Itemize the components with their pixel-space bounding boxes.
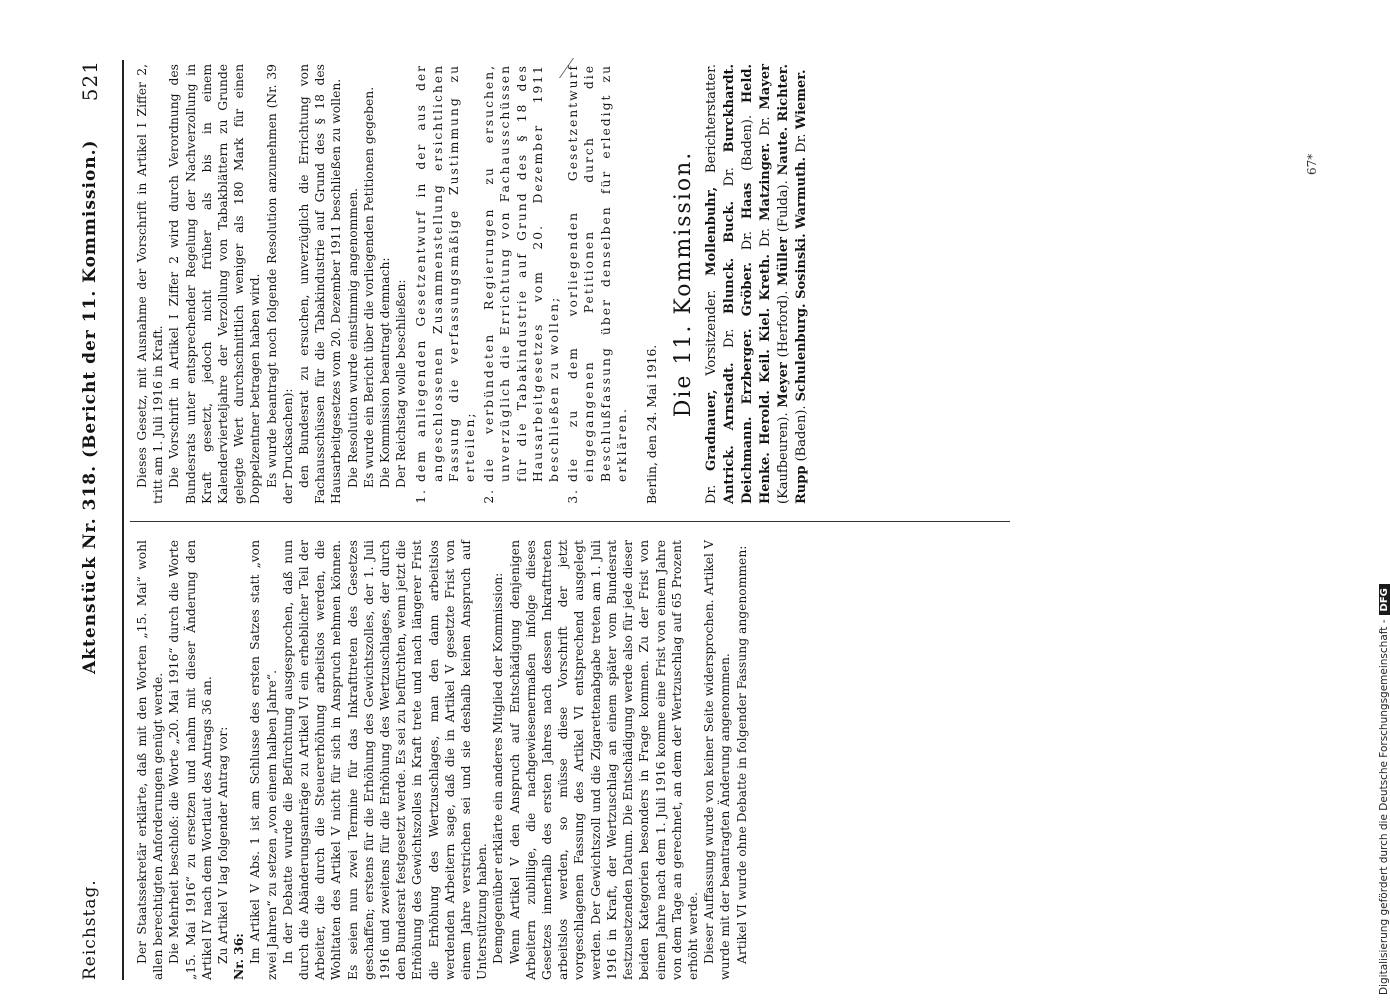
member-name-part: Dr. bbox=[721, 314, 737, 363]
member-name-part: Mayer bbox=[757, 63, 773, 110]
paragraph: Es wurde beantragt noch folgende Resolution anzunehmen (Nr. 39 der Drucksachen): bbox=[264, 64, 295, 504]
motion-list bbox=[413, 64, 630, 504]
member-name-part: (Fulda). bbox=[775, 175, 791, 237]
motion-item: 2. die verbündeten Regierungen zu ersuchen, unverzüglich die Errichtung von Fachausschüssen für die Tabakindustrie auf Grund des § 18 des Hausarbeitgesetzes vom 20. Dezember 1911 beschließen zu wollen; bbox=[481, 64, 562, 482]
digitization-note bbox=[1378, 584, 1390, 995]
paragraph: Die Mehrheit beschloß: die Worte „20. Mai 1916“ durch die Worte „15. Mai 1916“ zu ersetzen und nahm mit dieser Änderung den Artikel IV nach dem Wortlaut des Antrags 36 an. bbox=[167, 540, 214, 980]
member-name-part: Haas bbox=[739, 182, 755, 220]
commission-members bbox=[703, 64, 811, 504]
member-name-part: Wiemer. bbox=[793, 69, 809, 130]
member-name-part: Antrick. Arnstadt. bbox=[721, 362, 737, 504]
motion-item: 1. dem anliegenden Gesetzentwurf in der aus der angeschlossenen Zusammenstellung ersichtlichen Fassung die verfassungsmäßige Zustimmung zu erteilen; bbox=[413, 64, 478, 482]
motion-item: 3. die zu dem vorliegenden Gesetzentwurf eingegangenen Petitionen durch die Beschlußfassung über denselben für erledigt zu erklären. bbox=[565, 64, 630, 482]
paragraph: Artikel VI wurde ohne Debatte in folgender Fassung angenommen: bbox=[734, 545, 749, 964]
paragraph: Dieses Gesetz, mit Ausnahme der Vorschrift in Artikel I Ziffer 2, tritt am 1. Juli 1916 in Kraft. bbox=[135, 64, 166, 504]
paragraph: den Bundesrat zu ersuchen, unverzüglich die Errichtung von Fachausschüssen für die Tabakindustrie auf Grund des § 18 des Hausarbeitgesetzes vom 20. Dezember 1911 beschließen zu wollen. bbox=[297, 64, 344, 504]
paragraph: Die Vorschrift in Artikel I Ziffer 2 wird durch Verordnung des Bundesrats unter entsprechender Regelung der Nachverzollung in Kraft gesetzt, jedoch nicht früher als bis in einem Kalendervierteljahre der Verzollung von Tabakblättern zu Grunde gelegte Wert durchschnittlich weniger als 180 Mark für einen Doppelzentner betragen haben wird. bbox=[167, 64, 263, 504]
paragraph: Nr. 36: bbox=[231, 933, 247, 980]
paragraph: Zu Artikel V lag folgender Antrag vor: bbox=[216, 726, 231, 964]
paragraph: Es wurde ein Bericht über die vorliegenden Petitionen gegeben. bbox=[361, 86, 376, 488]
page-number: 521 bbox=[78, 60, 102, 102]
page-header bbox=[60, 60, 120, 980]
member-name-part: Dr. bbox=[793, 129, 809, 157]
paragraph: Die Kommission beantragt demnach: bbox=[378, 257, 393, 488]
paragraph: Demgegenüber erklärte ein anderes Mitglied der Kommission: bbox=[491, 572, 506, 964]
member-name-part: Müller bbox=[775, 236, 791, 286]
dfg-logo: DFG bbox=[1379, 584, 1390, 615]
member-name-part: Dr. bbox=[757, 109, 773, 143]
header-left: Reichstag. bbox=[80, 879, 100, 980]
paragraph: Wenn Artikel V den Anspruch auf Entschädigung denjenigen Arbeitern zubillige, die nachgewiesenermaßen infolge dieses Gesetzes innerhalb des ersten Jahres nach dessen Inkrafttreten arbeitslos werden, so müsse diese Vorschrift der jetzt vorgeschlagenen Fassung des Artikel VI entsprechend ausgelegt werden. Der Gewichtszoll und die Zigarettenabgabe treten am 1. Juli 1916 in Kraft, der Wertzuschlag an einem später vom Bundesrat festzusetzenden Datum. Die Entschädigung werde also für jede dieser beiden Kategorien besonders in Frage kommen. Zu der Frist von einem Jahre nach dem 1. Juli 1916 komme eine Frist von einem Jahre von dem Tage an gerechnet, an dem der Wertzuschlag auf 65 Prozent erhöht werde. bbox=[507, 540, 700, 980]
member-name-part: Blunck. Buck. bbox=[721, 200, 737, 315]
paragraph: Dieser Auffassung wurde von keiner Seite widersprochen. Artikel V wurde mit der beantragten Änderung angenommen. bbox=[702, 540, 733, 980]
member-name-part: Held. Henke. Herold. Keil. Kiel. Kreth. bbox=[739, 64, 773, 504]
member-name-part: (Baden). bbox=[739, 103, 755, 183]
header-title: Aktenstück Nr. 318. (Bericht der 11. Kommission.) bbox=[80, 139, 100, 674]
member-name-part: Gradnauer, bbox=[703, 389, 719, 471]
paragraph: Der Reichstag wolle beschließen: bbox=[394, 279, 409, 488]
sheet-mark: 67* bbox=[1305, 153, 1319, 175]
column-divider bbox=[130, 521, 1010, 522]
member-name-part: Berichterstatter. bbox=[703, 64, 719, 187]
right-column bbox=[134, 64, 811, 504]
member-name-part: Naute. Richter. Rupp bbox=[775, 64, 809, 504]
member-name-part: (Herford). bbox=[775, 285, 791, 363]
left-column bbox=[134, 540, 750, 980]
member-name-part: Schulenburg. Sosinski. Warmuth. bbox=[793, 156, 809, 402]
member-name-part: Vorsitzender. bbox=[703, 275, 719, 390]
document-page bbox=[60, 60, 1020, 980]
member-name-part: Meyer bbox=[775, 362, 791, 408]
paragraph: Die Resolution wurde einstimmig angenommen. bbox=[345, 187, 360, 488]
member-name-part: Dr. bbox=[757, 220, 773, 255]
member-name-part: (Kaufbeuren). bbox=[775, 407, 791, 504]
paragraph: In der Debatte wurde die Befürchtung ausgesprochen, daß nun durch die Abänderungsanträge zu Artikel VI ein erheblicher Teil der Arbeiter, die durch die Steuererhöhung arbeitslos werden, die Wohltaten des Artikel V nicht für sich in Anspruch nehmen können. Es seien nun zwei Termine für das Inkrafttreten des Gesetzes geschaffen; erstens für die Erhöhung des Gewichtszolles, der 1. Juli 1916 und zweitens für die Erhöhung des Wertzuschlages, der durch den Bundesrat festgesetzt werde. Es sei zu befürchten, wenn jetzt die Erhöhung des Gewichtszolles in Kraft trete und nach längerer Frist die Erhöhung des Wertzuschlages, man den dann arbeitslos werdenden Arbeitern sage, daß die in Artikel V gesetzte Frist von einem Jahre verstrichen sei und sie deshalb keinen Anspruch auf Unterstützung haben. bbox=[280, 540, 490, 980]
member-name-part: Dr. bbox=[703, 470, 719, 504]
member-name-part: Dr. bbox=[739, 219, 755, 263]
member-name-part: Matzinger. bbox=[757, 142, 773, 221]
commission-title: Die 11. Kommission. bbox=[671, 150, 697, 418]
place-date: Berlin, den 24. Mai 1916. bbox=[645, 344, 660, 504]
member-name-part: (Baden). bbox=[793, 401, 809, 466]
member-name-part: Dr. bbox=[721, 152, 737, 201]
member-name-part: Burckhardt. Deichmann. Erzberger. Gröber. bbox=[721, 63, 755, 504]
header-rule bbox=[122, 60, 124, 980]
member-name-part: Mollenbuhr, bbox=[703, 186, 719, 276]
paragraph: Der Staatssekretär erklärte, daß mit den Worten „15. Mai“ wohl allen berechtigten Anforderungen genügt werde. bbox=[135, 540, 166, 980]
paragraph: Im Artikel V Abs. 1 ist am Schlusse des ersten Satzes statt „von zwei Jahren“ zu setzen „von einem halben Jahre“. bbox=[248, 540, 279, 980]
digitization-text: Digitalisierung gefördert durch die Deutsche Forschungsgemeinschaft - bbox=[1378, 619, 1390, 995]
